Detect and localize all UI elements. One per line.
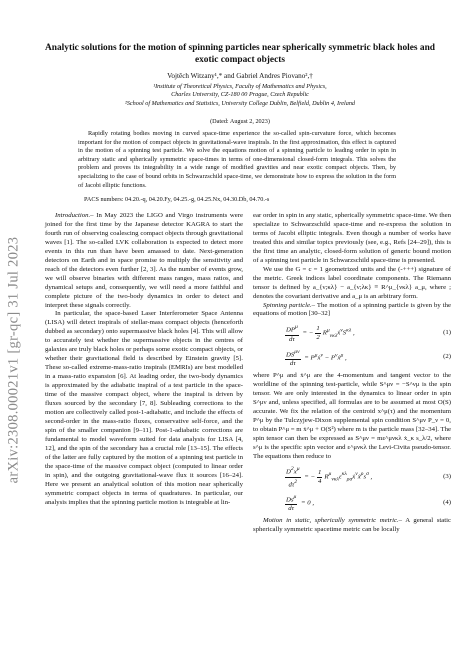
arxiv-id: arXiv:2308.00021v1 [gr-qc] 31 Jul 2023 xyxy=(5,236,22,484)
affiliation-line: ²School of Mathematics and Statistics, University College Dublin, Belfield, Dublin 4, Ireland xyxy=(124,99,355,107)
section-heading-motion: Motion in static, spherically symmetric metric.– xyxy=(263,517,403,525)
affiliation-line: ¹Institute of Theoretical Physics, Faculty of Mathematics and Physics, xyxy=(153,83,327,90)
abstract: Rapidly rotating bodies moving in curved space-time experience the so-called spin-curvature force, which becomes important for the motion of compact objects in gravitational-wave inspirals. In the first approximation, this effect is captured in the motion of a spinning test particle. We solve the equations motion of a spinning particle to leading order in spin in arbitrary static and spherically symmetric space-times in terms of one-dimensional closed-form integrals. This solves the problem and proves its integrability in a wide range of modified gravities and near exotic compact objects. Then, by specializing to the case of bound orbits in Schwarzschild space-time, we demonstrate how to express the solution in the form of Jacobi elliptic functions. xyxy=(78,130,396,189)
intro-paragraph xyxy=(45,212,243,310)
equation-number: (3) xyxy=(443,472,451,480)
section-heading-introduction: Introduction.– xyxy=(55,212,94,219)
motion-paragraph xyxy=(253,517,451,535)
affiliation-line: Charles University, CZ-180 00 Prague, Czech Republic xyxy=(171,91,309,99)
body-paragraph: ear order in spin in any static, spherically symmetric space-time. We then specialize to Schwarzschild space-time and re-express the solution in terms of Jacobi elliptic integrals. Even though a number of works have treated this and similar topics previously (see, e.g., Refs [24–29]), this is the first time an analytic, closed-form solution of generic bound motion of a spinning test particle in Schwarzschild space-time is presented. xyxy=(253,212,451,264)
equation-number: (1) xyxy=(443,329,451,337)
equation-3: $\frac{D^2x^\mu}{d\tau^2}$ = − $\frac{1}{4}$ $R^\mu_{\nu\kappa\lambda}\varepsilon^{\kappa\lambda}_{\rho\sigma}ẋ^\nu ẋ^\rho s^\sigma$ , (3) xyxy=(286,466,451,488)
right-column xyxy=(253,212,451,535)
left-column xyxy=(45,212,243,507)
equation-1: $\frac{DP^\mu}{d\tau}$ = − $\frac{1}{2}$ $R^\mu_{\nu\kappa\lambda}ẋ^\nu S^{\kappa\lambda}$ , (1) xyxy=(286,324,451,343)
equation-number: (2) xyxy=(443,353,451,361)
equation-number: (4) xyxy=(443,498,451,506)
body-paragraph: where P^μ and ẋ^μ are the 4-momentum and tangent vector to the worldline of the spinning test-particle, while S^μν = −S^νμ is the spin tensor. We are only interested in the dynamics to linear order in spin S^μν and, unless specified, all formulas are to be assumed at most O(S) accurate. We fix the relation of the centroid x^μ(τ) and the momentum P^μ by the Tulczyjew-Dixon supplemental spin condition S^μν P_ν = 0, to obtain P^μ = m ẋ^μ + O(S²) where m is the particle mass [32–34]. The spin tensor can then be expressed as S^μν = mε^μνκλ ẋ_κ s_λ/2, where s^μ is the specific spin vector and ε^μνκλ the Levi-Civita pseudo-tensor. The equations then reduce to xyxy=(253,371,451,460)
motion-text: A general static spherically symmetric spacetime metric can be locally xyxy=(253,517,452,534)
paper-title: Analytic solutions for the motion of spinning particles near spherically symmetric black holes and exotic compact objects xyxy=(44,43,436,65)
equation-4: $\frac{Ds^\mu}{d\tau}$ = 0 , (4) xyxy=(286,493,451,513)
date-line: (Dated: August 2, 2023) xyxy=(210,118,270,125)
body-paragraph: In particular, the space-based Laser Interferometer Space Antenna (LISA) will detect inspirals of stellar-mass compact objects (henceforth dubbed as secondary) onto supermassive black holes [4]. This will allow to accurately test whether the supermassive objects in the centres of galaxies are truly black holes or perhaps some exotic compact objects, or whether their gravitational field is described by Einstein gravity [5]. These so-called extreme-mass-ratio inspirals (EMRIs) are best modelled in a mass-ratio expansion [6]. At leading order, the two-body dynamics is approximated by the adiabatic inspiral of a test particle in the space-time of the massive compact object, where the inspiral is driven by fluxes sourced by the secondary [7, 8]. Subleading corrections to the motion are collectively called post-1-adiabatic, and include the effects of second-order in the mass-ratio fluxes, conservative self-force, and the spin of the smaller companion [9–11]. Post-1-adiabatic corrections are fundamental to model waveform suited for data analysis for LISA [4, 12], and the spin of the secondary has a crucial role [13–15]. The effects of the latter are fully captured by the motion of a spinning test particle in the space-time of the massive compact object (computed to linear order in spin), and the outgoing gravitational-wave flux it sources [16–24]. Here we present an analytical solution of this motion near spherically symmetric compact objects in terms of quadratures. In particular, our analysis implies that the spinning particle motion is integrable at lin- xyxy=(45,310,243,506)
intro-text: In May 2023 the LIGO and Virgo instruments were joined for the first time by the Japanese detector KAGRA to start the fourth run of observing coalescing compact objects through gravitational waves [1]. The so-called LVK collaboration is expected to detect more events in this run than have been amassed to date. Next-generation detectors on Earth and in space promise to multiply the sensitivity and reach of the detectors even further [2, 3]. As the number of events grow, we will observe binaries with different mass ranges, mass ratios, and dynamical setups and, consequently, we will need a more faithful and complete picture of the two-body dynamics in order to detect and interpret these signals correctly. xyxy=(45,212,244,309)
spin-paragraph xyxy=(253,302,451,320)
section-heading-spinning-particle: Spinning particle.– xyxy=(263,301,316,309)
paper-authors: Vojtěch Witzany¹,* and Gabriel Andres Piovano²,† xyxy=(167,72,313,80)
equation-2: $\frac{DS^{\mu\nu}}{d\tau}$ = $P^\mu ẋ^\nu$ − $P^\nu ẋ^\mu$ , (2) xyxy=(286,348,451,367)
spin-text: The motion of a spinning particle is given by the equations of motion [30–32] xyxy=(253,301,451,318)
body-paragraph: We use the G = c = 1 geometrized units and the (-+++) signature of the metric. Greek indices label coordinate components. The Riemann tensor is defined by a_{ν;κλ} − a_{ν;λκ} ≡ R^μ_{νκλ} a_μ, where ; denotes the covariant derivative and a_μ is an arbitrary form. xyxy=(253,265,451,300)
affiliations xyxy=(40,83,440,108)
arxiv-sidebar-stamp xyxy=(2,160,26,560)
pacs-numbers: PACS numbers: 04.20.-q, 04.20.Fy, 04.25.-g, 04.25.Nx, 04.30.Db, 04.70.-s xyxy=(84,196,270,203)
